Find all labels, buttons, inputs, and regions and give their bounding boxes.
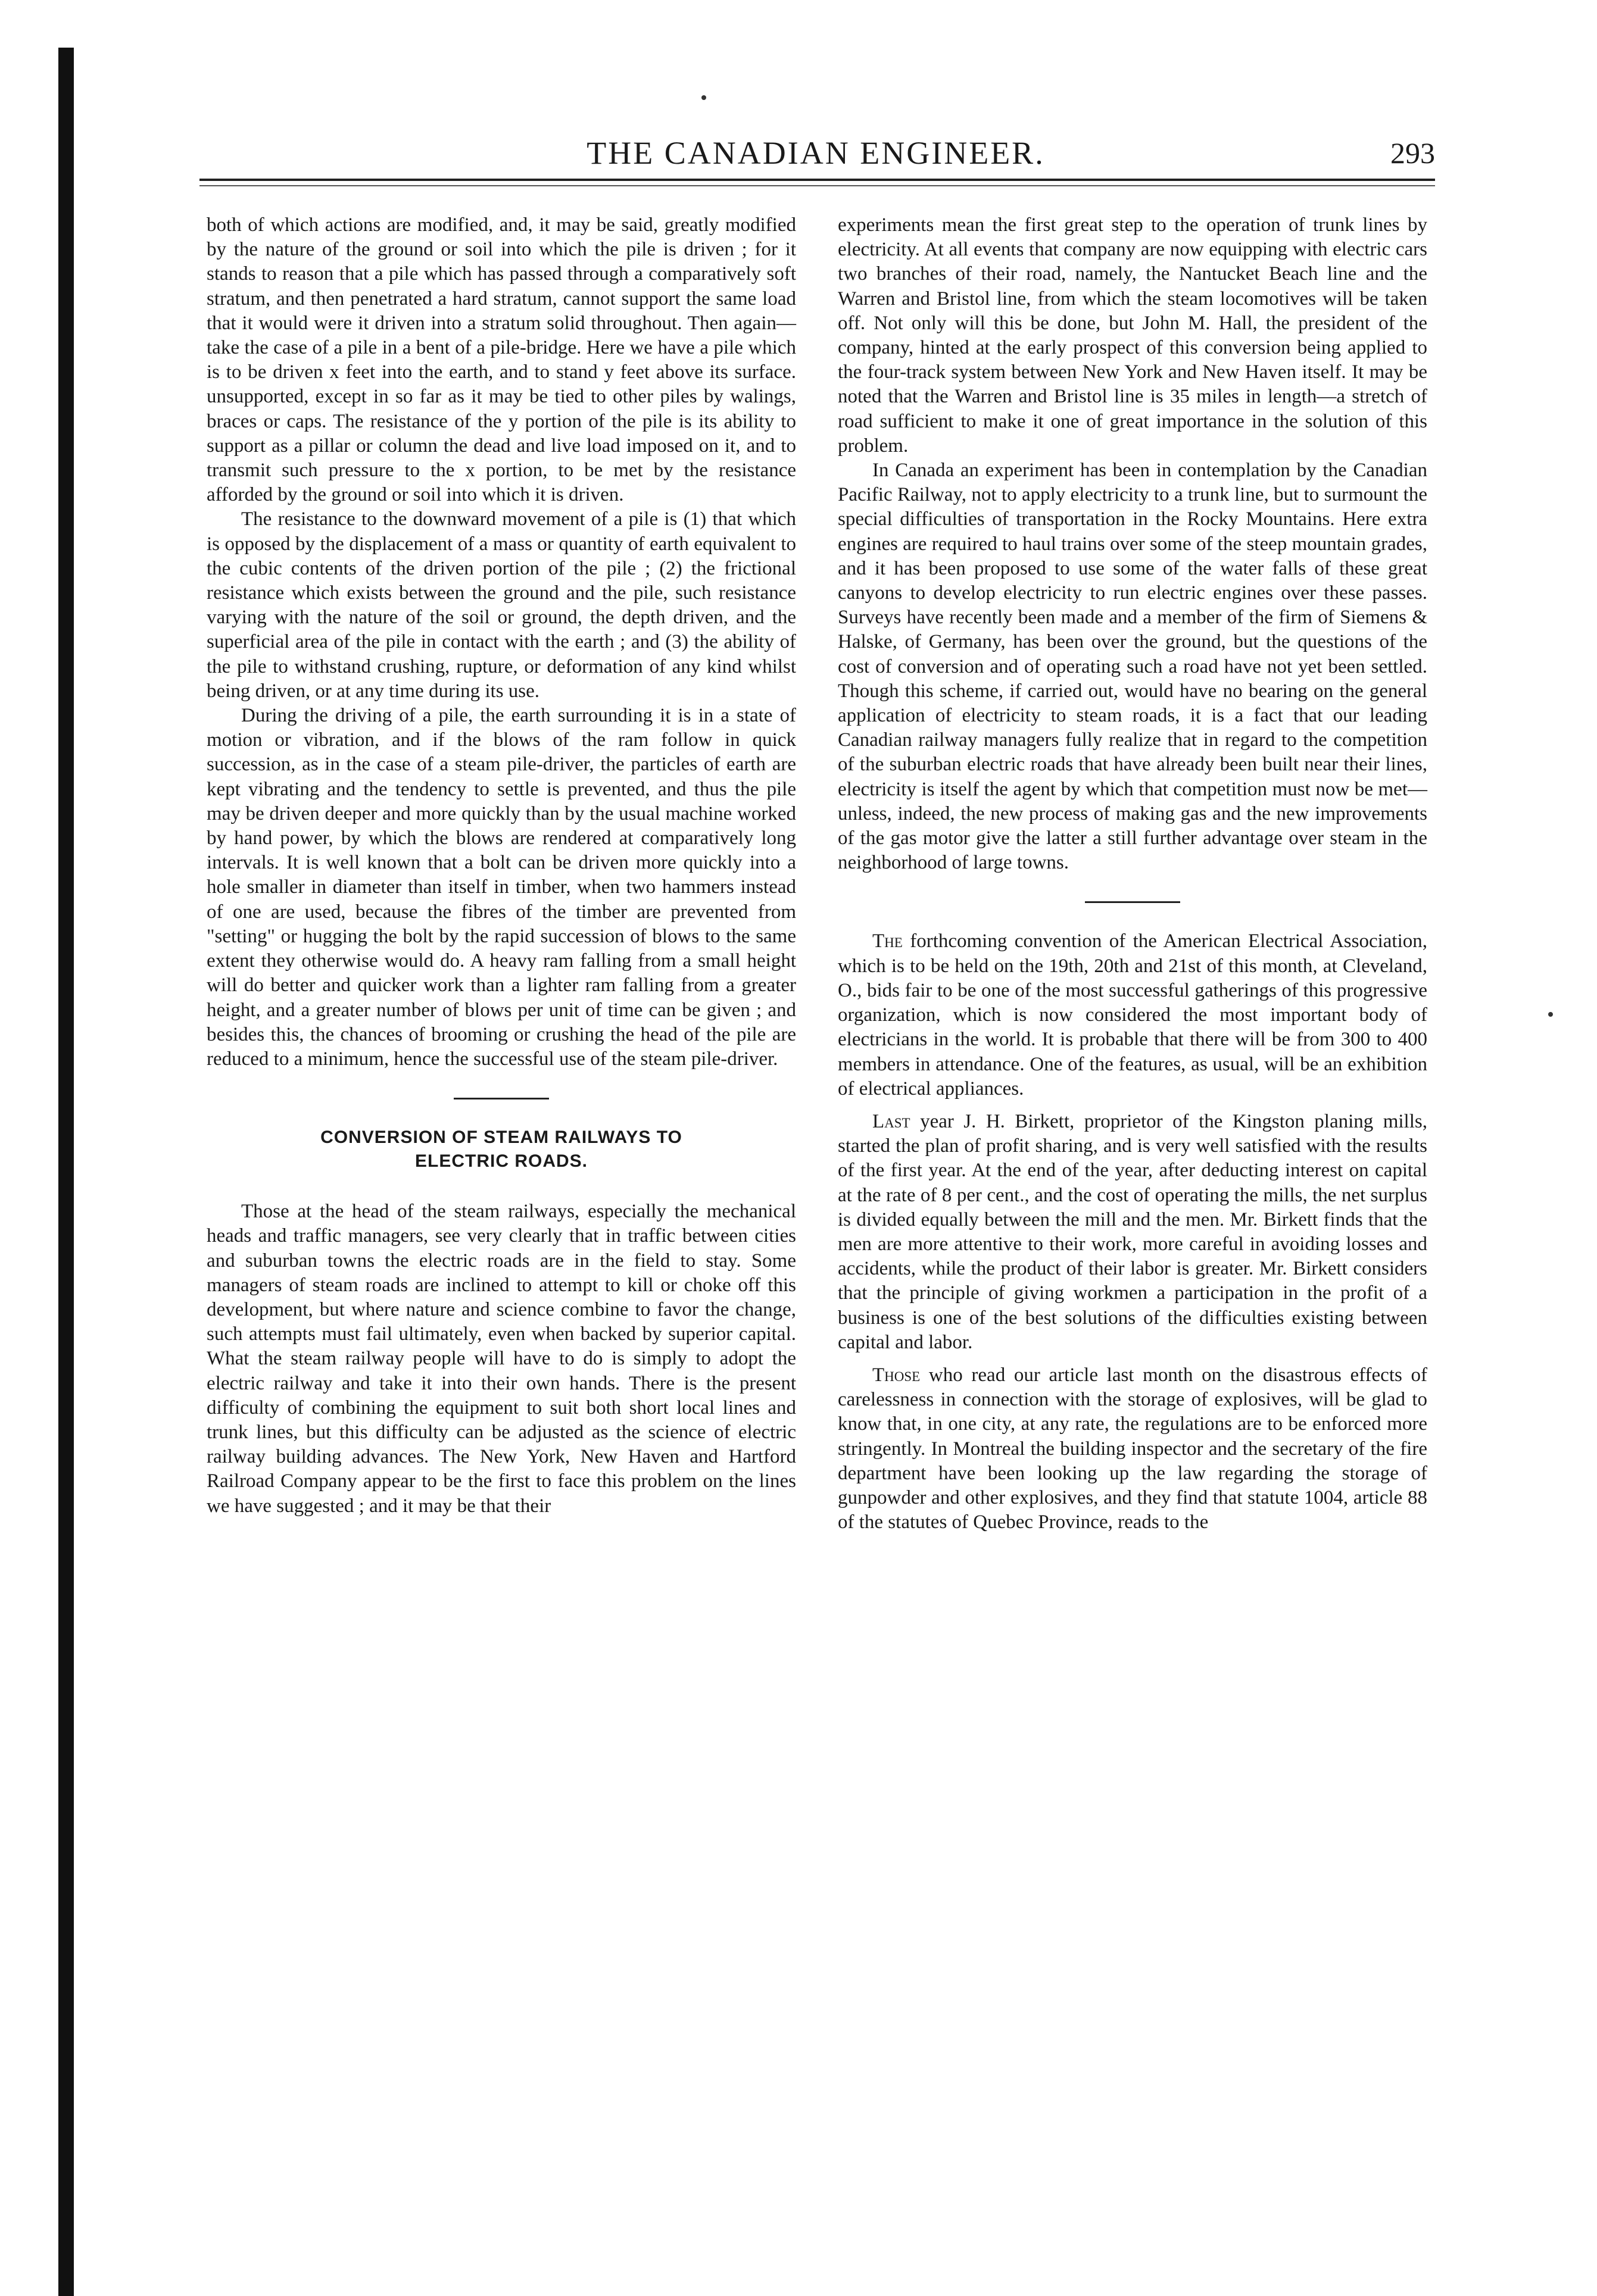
paragraph: experiments mean the first great step to the operation of trunk lines by electricity. At all events that company are now equipping with electric cars two branches of their road, namely, the Nantucket Beach line and the Warren and Bristol line, from which the steam locomotives will be taken off. Not only will this be done, but John M. Hall, the president of the company, hinted at the early prospect of this conversion being applied to the four-track system between New York and New Haven itself. It may be noted that the Warren and Bristol line is 35 miles in length—a stretch of road sufficient to make it one of great importance in the solution of this problem. xyxy=(838,214,1427,457)
paragraph xyxy=(838,1110,1427,1355)
paragraph: In Canada an experiment has been in contemplation by the Canadian Pacific Railway, not to apply electricity to a trunk line, but to surmount the special difficulties of transportation in the Rocky Mountains. Here extra engines are required to haul trains over some of the steep mountain grades, and it has been proposed to use some of the water falls of these great canyons to develop electricity to run electric engines over these passes. Surveys have recently been made and a member of the firm of Siemens & Halske, of Germany, has been over the ground, but the questions of the cost of conversion and of operating such a road have not yet been settled. Though this scheme, if carried out, would have no bearing on the general application of electricity to steam roads, it is a fact that our leading Canadian railway managers fully realize that in regard to the competition of the suburban electric roads that have already been built near their lines, electricity is itself the agent by which that competition must now be met—unless, indeed, the new process of making gas and the new improvements of the gas motor give the latter a still further advantage over steam in the neighborhood of large towns. xyxy=(838,460,1427,874)
section-title-line: CONVERSION OF STEAM RAILWAYS TO xyxy=(320,1127,682,1148)
paragraph-text: year J. H. Birkett, proprietor of the Kingston planing mills, started the plan of profit sharing, and is very well satisfied with the results of the first year. At the end of the year, after deducting interest on capital at the rate of 8 per cent., and the cost of operating the mills, the net surplus is divided equally between the mill and the men. Mr. Birkett finds that the men are more attentive to their work, more careful in avoiding losses and accidents, while the product of their labor is greater. Mr. Birkett considers that the principle of giving workmen a participation in the profit of a business is one of the best solutions of the difficulties existing between capital and labor. xyxy=(838,1110,1427,1353)
left-column xyxy=(207,213,796,1519)
journal-title: THE CANADIAN ENGINEER. xyxy=(587,135,1045,171)
header-rule-thin xyxy=(199,185,1435,186)
header-rule xyxy=(199,179,1435,181)
scan-speck xyxy=(701,95,706,100)
paragraph xyxy=(838,1363,1427,1535)
paragraph: During the driving of a pile, the earth surrounding it is in a state of motion or vibration, and if the blows of the ram follow in quick succession, as in the case of a steam pile-driver, the particles of earth are kept vibrating and the tendency to settle is prevented, and thus the pile may be driven deeper and more quickly than by the usual machine worked by hand power, by which the blows are rendered at comparatively long intervals. It is well known that a bolt can be driven more quickly into a hole smaller in diameter than itself in timber, when two hammers instead of one are used, because the fibres of the timber are prevented from "setting" or hugging the bolt by the rapid succession of blows to the same extent they otherwise would do. A heavy ram falling from a small height will do better and quicker work than a lighter ram falling from a greater height, and a greater number of blows per unit of time can be given ; and besides this, the chances of brooming or crushing the head of the pile are reduced to a minimum, hence the successful use of the steam pile-driver. xyxy=(207,705,796,1070)
right-column xyxy=(838,213,1427,1535)
lead-word: Those xyxy=(872,1364,921,1386)
section-title-line: ELECTRIC ROADS. xyxy=(414,1151,588,1172)
paragraph-text: forthcoming convention of the American Electrical Association, which is to be held on the 19th, 20th and 21st of this month, at Cleveland, O., bids fair to be one of the most successful gatherings of this progressive organization, which is now considered the most important body of electricians in the world. It is probable that there will be from 300 to 400 members in attendance. One of the features, as usual, will be an exhibition of electrical appliances. xyxy=(838,930,1428,1099)
lead-word: Last xyxy=(872,1110,910,1132)
paragraph: The resistance to the downward movement of a pile is (1) that which is opposed by the displacement of a mass or quantity of earth equivalent to the cubic contents of the driven portion of the pile ; (2) the frictional resistance which exists between the ground and the pile, such resistance varying with the nature of the soil or ground, the depth driven, and the superficial area of the pile in contact with the earth ; and (3) the ability of the pile to withstand crushing, rupture, or deformation of any kind whilst being driven, or at any time during its use. xyxy=(207,508,796,702)
scan-speck xyxy=(1548,1012,1553,1017)
paragraph-text: who read our article last month on the disastrous effects of carelessness in connection with the storage of explosives, will be glad to know that, in one city, at any rate, the regulations are to be enforced more stringently. In Montreal the building inspector and the secretary of the fire department have been looking up the law regarding the storage of gunpowder and other explosives, and they find that statute 1004, article 88 of the statutes of Quebec Province, reads to the xyxy=(838,1364,1428,1533)
lead-word: The xyxy=(872,930,903,952)
binding-edge xyxy=(58,48,74,2296)
section-title xyxy=(207,1126,796,1173)
paragraph: Those at the head of the steam railways, especially the mechanical heads and traffic managers, see very clearly that in traffic between cities and suburban towns the electric roads are in the field to stay. Some managers of steam roads are inclined to attempt to kill or choke off this development, but where nature and science combine to favor the change, such attempts must fail ultimately, even when backed by superior capital. What the steam railway people will have to do is simply to adopt the electric railway and take it into their own hands. There is the present difficulty of combining the equipment to suit both short local lines and trunk lines, but this difficulty can be adjusted as the science of electric railway building advances. The New York, New Haven and Hartford Railroad Company appear to be the first to face this problem on the lines we have suggested ; and it may be that their xyxy=(207,1201,796,1517)
page-header xyxy=(196,132,1435,174)
section-divider xyxy=(454,1098,549,1099)
section-divider xyxy=(1085,901,1180,903)
page-number: 293 xyxy=(1390,136,1435,170)
paragraph: both of which actions are modified, and, it may be said, greatly modified by the nature of the ground or soil into which the pile is driven ; for it stands to reason that a pile which has passed through a comparatively soft stratum, and then penetrated a hard stratum, cannot support the same load that it would were it driven into a stratum solid throughout. Then again—take the case of a pile in a bent of a pile-bridge. Here we have a pile which is to be driven x feet into the earth, and to stand y feet above its surface. unsupported, except in so far as it may be tied to other piles by walings, braces or caps. The resistance of the y portion of the pile is its ability to support as a pillar or column the dead and live load imposed on it, and to transmit such pressure to the x portion, to be met by the resistance afforded by the ground or soil into which it is driven. xyxy=(207,214,796,506)
paragraph xyxy=(838,929,1427,1101)
